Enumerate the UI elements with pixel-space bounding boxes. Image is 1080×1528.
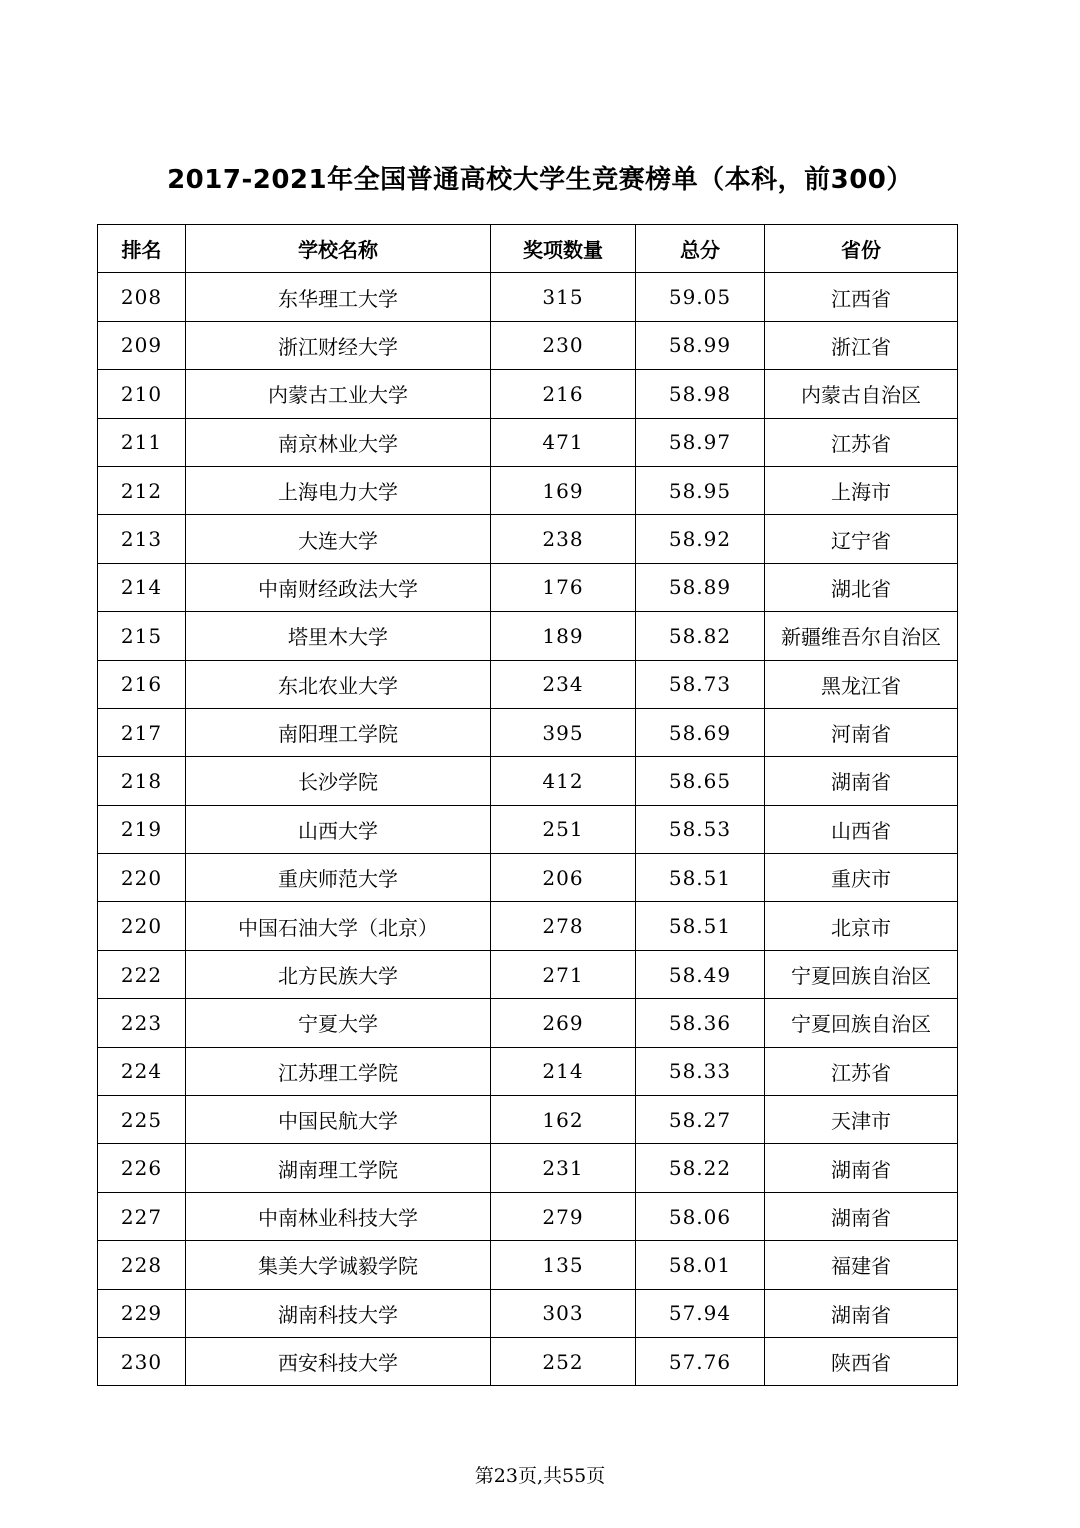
province-cell: 湖南省 xyxy=(765,1144,958,1192)
table-row xyxy=(98,902,958,950)
rank-cell: 220 xyxy=(98,854,186,902)
rank-cell: 224 xyxy=(98,1047,186,1095)
total-score-cell: 59.05 xyxy=(636,273,765,321)
table-row xyxy=(98,418,958,466)
rank-cell: 213 xyxy=(98,515,186,563)
total-score-cell: 58.89 xyxy=(636,563,765,611)
total-score-cell: 58.95 xyxy=(636,466,765,514)
header-total-score: 总分 xyxy=(636,225,765,273)
school-name-cell: 东华理工大学 xyxy=(186,273,491,321)
school-name-cell: 北方民族大学 xyxy=(186,950,491,998)
table-row xyxy=(98,370,958,418)
province-cell: 福建省 xyxy=(765,1241,958,1289)
rank-cell: 219 xyxy=(98,805,186,853)
award-count-cell: 315 xyxy=(491,273,636,321)
province-cell: 宁夏回族自治区 xyxy=(765,950,958,998)
award-count-cell: 216 xyxy=(491,370,636,418)
province-cell: 浙江省 xyxy=(765,321,958,369)
rank-cell: 216 xyxy=(98,660,186,708)
province-cell: 湖南省 xyxy=(765,1289,958,1337)
table-row xyxy=(98,1192,958,1240)
rank-cell: 217 xyxy=(98,708,186,756)
award-count-cell: 169 xyxy=(491,466,636,514)
school-name-cell: 南京林业大学 xyxy=(186,418,491,466)
award-count-cell: 189 xyxy=(491,612,636,660)
school-name-cell: 西安科技大学 xyxy=(186,1337,491,1385)
table-row xyxy=(98,1047,958,1095)
total-score-cell: 58.22 xyxy=(636,1144,765,1192)
award-count-cell: 279 xyxy=(491,1192,636,1240)
total-score-cell: 58.82 xyxy=(636,612,765,660)
table-row xyxy=(98,660,958,708)
school-name-cell: 长沙学院 xyxy=(186,757,491,805)
table-row xyxy=(98,273,958,321)
award-count-cell: 269 xyxy=(491,999,636,1047)
province-cell: 上海市 xyxy=(765,466,958,514)
total-score-cell: 58.65 xyxy=(636,757,765,805)
total-score-cell: 57.76 xyxy=(636,1337,765,1385)
header-award-count: 奖项数量 xyxy=(491,225,636,273)
award-count-cell: 471 xyxy=(491,418,636,466)
school-name-cell: 湖南科技大学 xyxy=(186,1289,491,1337)
school-name-cell: 集美大学诚毅学院 xyxy=(186,1241,491,1289)
school-name-cell: 内蒙古工业大学 xyxy=(186,370,491,418)
award-count-cell: 206 xyxy=(491,854,636,902)
school-name-cell: 中南财经政法大学 xyxy=(186,563,491,611)
province-cell: 内蒙古自治区 xyxy=(765,370,958,418)
total-score-cell: 58.73 xyxy=(636,660,765,708)
table-header-row xyxy=(98,225,958,273)
page-footer: 第23页,共55页 xyxy=(474,1465,606,1487)
award-count-cell: 395 xyxy=(491,708,636,756)
header-province: 省份 xyxy=(765,225,958,273)
total-score-cell: 58.98 xyxy=(636,370,765,418)
school-name-cell: 塔里木大学 xyxy=(186,612,491,660)
rank-cell: 215 xyxy=(98,612,186,660)
award-count-cell: 176 xyxy=(491,563,636,611)
province-cell: 江苏省 xyxy=(765,1047,958,1095)
award-count-cell: 234 xyxy=(491,660,636,708)
award-count-cell: 252 xyxy=(491,1337,636,1385)
total-score-cell: 58.97 xyxy=(636,418,765,466)
rank-cell: 218 xyxy=(98,757,186,805)
rank-cell: 226 xyxy=(98,1144,186,1192)
rank-cell: 223 xyxy=(98,999,186,1047)
school-name-cell: 湖南理工学院 xyxy=(186,1144,491,1192)
province-cell: 江西省 xyxy=(765,273,958,321)
header-school-name: 学校名称 xyxy=(186,225,491,273)
school-name-cell: 中国石油大学（北京） xyxy=(186,902,491,950)
award-count-cell: 412 xyxy=(491,757,636,805)
table-row xyxy=(98,1144,958,1192)
table-row xyxy=(98,321,958,369)
province-cell: 重庆市 xyxy=(765,854,958,902)
award-count-cell: 271 xyxy=(491,950,636,998)
award-count-cell: 231 xyxy=(491,1144,636,1192)
total-score-cell: 58.06 xyxy=(636,1192,765,1240)
table-row xyxy=(98,563,958,611)
award-count-cell: 214 xyxy=(491,1047,636,1095)
total-score-cell: 58.27 xyxy=(636,1096,765,1144)
header-rank: 排名 xyxy=(98,225,186,273)
total-score-cell: 58.33 xyxy=(636,1047,765,1095)
table-row xyxy=(98,515,958,563)
total-score-cell: 58.92 xyxy=(636,515,765,563)
school-name-cell: 大连大学 xyxy=(186,515,491,563)
table-row xyxy=(98,854,958,902)
school-name-cell: 中南林业科技大学 xyxy=(186,1192,491,1240)
award-count-cell: 230 xyxy=(491,321,636,369)
province-cell: 湖北省 xyxy=(765,563,958,611)
rank-cell: 212 xyxy=(98,466,186,514)
province-cell: 新疆维吾尔自治区 xyxy=(765,612,958,660)
school-name-cell: 东北农业大学 xyxy=(186,660,491,708)
rank-cell: 220 xyxy=(98,902,186,950)
school-name-cell: 浙江财经大学 xyxy=(186,321,491,369)
table-row xyxy=(98,1289,958,1337)
award-count-cell: 303 xyxy=(491,1289,636,1337)
school-name-cell: 山西大学 xyxy=(186,805,491,853)
award-count-cell: 162 xyxy=(491,1096,636,1144)
table-row xyxy=(98,708,958,756)
province-cell: 湖南省 xyxy=(765,757,958,805)
total-score-cell: 58.51 xyxy=(636,854,765,902)
rank-cell: 222 xyxy=(98,950,186,998)
rank-cell: 211 xyxy=(98,418,186,466)
table-row xyxy=(98,612,958,660)
province-cell: 北京市 xyxy=(765,902,958,950)
province-cell: 辽宁省 xyxy=(765,515,958,563)
rank-cell: 225 xyxy=(98,1096,186,1144)
province-cell: 山西省 xyxy=(765,805,958,853)
award-count-cell: 135 xyxy=(491,1241,636,1289)
award-count-cell: 278 xyxy=(491,902,636,950)
award-count-cell: 238 xyxy=(491,515,636,563)
total-score-cell: 57.94 xyxy=(636,1289,765,1337)
rank-cell: 230 xyxy=(98,1337,186,1385)
table-row xyxy=(98,999,958,1047)
table-row xyxy=(98,805,958,853)
ranking-table xyxy=(97,224,958,1386)
province-cell: 江苏省 xyxy=(765,418,958,466)
table-row xyxy=(98,1096,958,1144)
total-score-cell: 58.01 xyxy=(636,1241,765,1289)
rank-cell: 210 xyxy=(98,370,186,418)
table-row xyxy=(98,757,958,805)
total-score-cell: 58.36 xyxy=(636,999,765,1047)
province-cell: 陕西省 xyxy=(765,1337,958,1385)
total-score-cell: 58.53 xyxy=(636,805,765,853)
school-name-cell: 重庆师范大学 xyxy=(186,854,491,902)
rank-cell: 214 xyxy=(98,563,186,611)
province-cell: 河南省 xyxy=(765,708,958,756)
page-title: 2017-2021年全国普通高校大学生竞赛榜单（本科，前300） xyxy=(167,165,913,195)
award-count-cell: 251 xyxy=(491,805,636,853)
province-cell: 天津市 xyxy=(765,1096,958,1144)
rank-cell: 209 xyxy=(98,321,186,369)
province-cell: 宁夏回族自治区 xyxy=(765,999,958,1047)
table-row xyxy=(98,1337,958,1385)
rank-cell: 228 xyxy=(98,1241,186,1289)
rank-cell: 208 xyxy=(98,273,186,321)
table-row xyxy=(98,466,958,514)
table-row xyxy=(98,1241,958,1289)
total-score-cell: 58.69 xyxy=(636,708,765,756)
school-name-cell: 江苏理工学院 xyxy=(186,1047,491,1095)
province-cell: 黑龙江省 xyxy=(765,660,958,708)
school-name-cell: 南阳理工学院 xyxy=(186,708,491,756)
school-name-cell: 中国民航大学 xyxy=(186,1096,491,1144)
province-cell: 湖南省 xyxy=(765,1192,958,1240)
total-score-cell: 58.99 xyxy=(636,321,765,369)
table-body xyxy=(98,273,958,1386)
total-score-cell: 58.51 xyxy=(636,902,765,950)
school-name-cell: 上海电力大学 xyxy=(186,466,491,514)
rank-cell: 229 xyxy=(98,1289,186,1337)
total-score-cell: 58.49 xyxy=(636,950,765,998)
rank-cell: 227 xyxy=(98,1192,186,1240)
table-row xyxy=(98,950,958,998)
school-name-cell: 宁夏大学 xyxy=(186,999,491,1047)
